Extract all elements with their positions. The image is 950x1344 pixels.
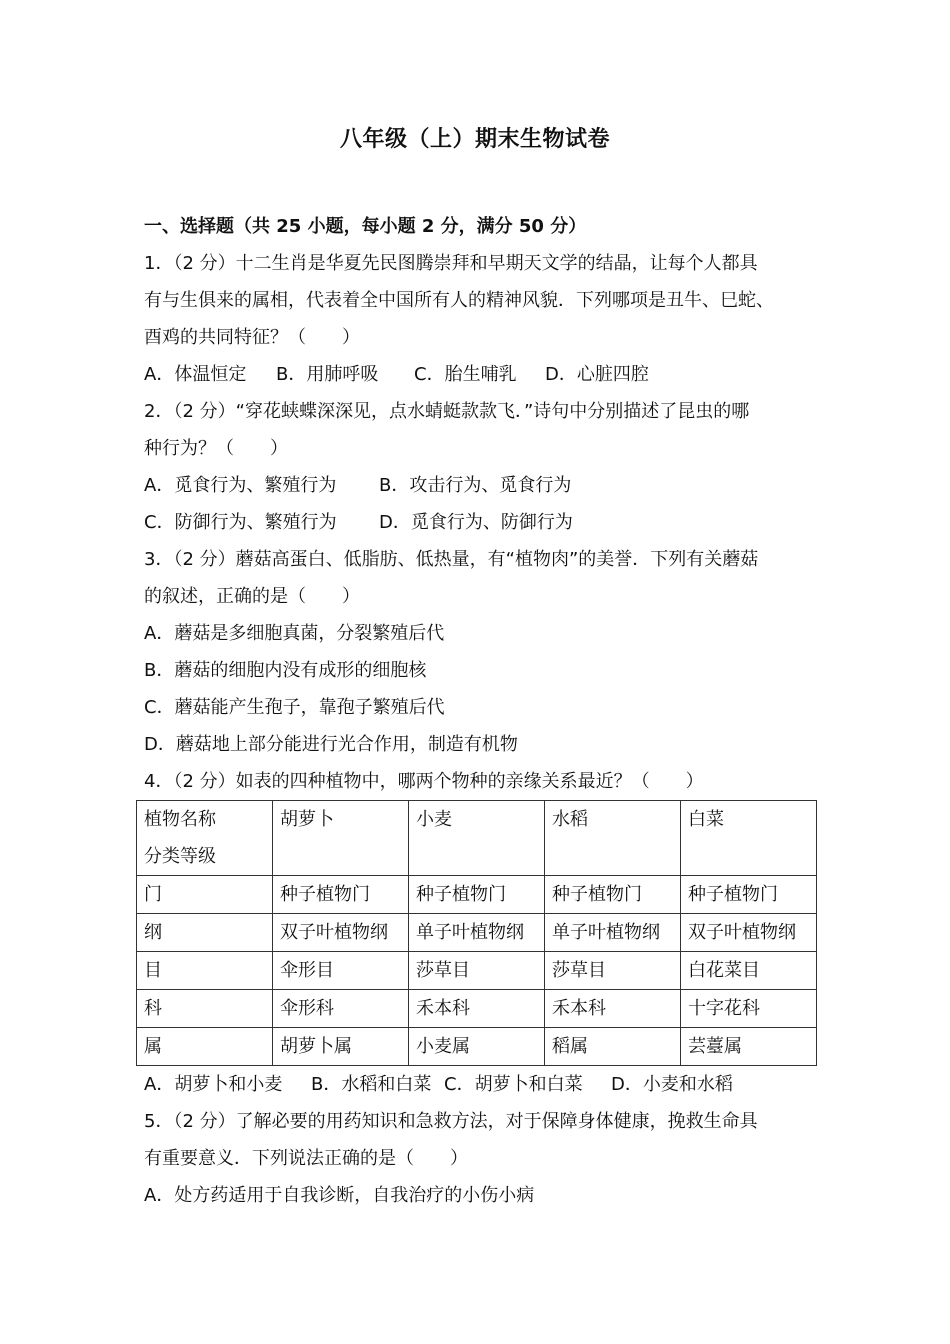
table-header-row bbox=[137, 801, 817, 876]
table-cell: 禾本科 bbox=[545, 990, 681, 1028]
question-text-line: 1．（2 分）十二生肖是华夏先民图腾崇拜和早期天文学的结晶，让每个人都具 bbox=[144, 253, 758, 274]
header-plant-name: 植物名称 bbox=[144, 809, 216, 830]
option-d: D．蘑菇地上部分能进行光合作用，制造有机物 bbox=[144, 734, 518, 755]
question-3 bbox=[144, 541, 824, 763]
table-cell: 伞形目 bbox=[273, 952, 409, 990]
question-text-line: 种行为？（ ） bbox=[144, 438, 288, 459]
table-cell: 禾本科 bbox=[409, 990, 545, 1028]
table-cell: 纲 bbox=[137, 914, 273, 952]
option-b: B．用肺呼吸 bbox=[276, 364, 379, 385]
question-5 bbox=[144, 1103, 824, 1214]
table-cell: 门 bbox=[137, 876, 273, 914]
question-text-line: 有重要意义．下列说法正确的是（ ） bbox=[144, 1148, 468, 1169]
table-cell: 莎草目 bbox=[409, 952, 545, 990]
exam-title: 八年级（上）期末生物试卷 bbox=[339, 127, 610, 152]
table-header-cell bbox=[137, 801, 273, 876]
table-header-cell: 胡萝卜 bbox=[273, 801, 409, 876]
question-text-line: 2．（2 分）“穿花蛱蝶深深见，点水蜻蜓款款飞．”诗句中分别描述了昆虫的哪 bbox=[144, 401, 750, 422]
option-c: C．胎生哺乳 bbox=[414, 364, 517, 385]
table-cell: 单子叶植物纲 bbox=[409, 914, 545, 952]
table-row bbox=[137, 914, 817, 952]
table-cell: 目 bbox=[137, 952, 273, 990]
option-row bbox=[144, 467, 824, 504]
table-row bbox=[137, 952, 817, 990]
table-cell: 种子植物门 bbox=[409, 876, 545, 914]
table-row bbox=[137, 1028, 817, 1066]
question-4 bbox=[144, 763, 824, 1103]
table-cell: 双子叶植物纲 bbox=[273, 914, 409, 952]
table-cell: 小麦属 bbox=[409, 1028, 545, 1066]
section-heading: 一、选择题（共 25 小题，每小题 2 分，满分 50 分） bbox=[144, 216, 587, 237]
option-a: A．胡萝卜和小麦 bbox=[144, 1074, 283, 1095]
table-cell: 芸薹属 bbox=[681, 1028, 817, 1066]
option-row bbox=[144, 504, 824, 541]
option-a: A．体温恒定 bbox=[144, 364, 247, 385]
question-text-line: 5．（2 分）了解必要的用药知识和急救方法，对于保障身体健康，挽救生命具 bbox=[144, 1111, 758, 1132]
table-cell: 种子植物门 bbox=[681, 876, 817, 914]
option-b: B．蘑菇的细胞内没有成形的细胞核 bbox=[144, 660, 427, 681]
question-text-line: 3．（2 分）蘑菇高蛋白、低脂肪、低热量，有“植物肉”的美誉．下列有关蘑菇 bbox=[144, 549, 759, 570]
table-cell: 莎草目 bbox=[545, 952, 681, 990]
option-row bbox=[144, 1066, 824, 1103]
table-header-cell: 小麦 bbox=[409, 801, 545, 876]
table-cell: 双子叶植物纲 bbox=[681, 914, 817, 952]
option-a: A．处方药适用于自我诊断，自我治疗的小伤小病 bbox=[144, 1185, 535, 1206]
option-a: A．觅食行为、繁殖行为 bbox=[144, 475, 337, 496]
option-a: A．蘑菇是多细胞真菌，分裂繁殖后代 bbox=[144, 623, 445, 644]
option-d: D．觅食行为、防御行为 bbox=[379, 512, 573, 533]
question-text-line: 4．（2 分）如表的四种植物中，哪两个物种的亲缘关系最近？（ ） bbox=[144, 771, 704, 792]
table-row bbox=[137, 876, 817, 914]
question-text-line: 的叙述，正确的是（ ） bbox=[144, 586, 360, 607]
table-cell: 科 bbox=[137, 990, 273, 1028]
table-cell: 种子植物门 bbox=[545, 876, 681, 914]
option-c: C．蘑菇能产生孢子，靠孢子繁殖后代 bbox=[144, 697, 445, 718]
header-rank: 分类等级 bbox=[144, 846, 216, 867]
question-text-line: 酉鸡的共同特征？（ ） bbox=[144, 327, 360, 348]
classification-table bbox=[136, 800, 817, 1066]
question-1 bbox=[144, 245, 824, 393]
option-b: B．攻击行为、觅食行为 bbox=[379, 475, 572, 496]
option-row bbox=[144, 356, 824, 393]
exam-content bbox=[144, 208, 824, 1214]
option-d: D．小麦和水稻 bbox=[611, 1074, 733, 1095]
question-2 bbox=[144, 393, 824, 541]
option-c: C．防御行为、繁殖行为 bbox=[144, 512, 337, 533]
table-cell: 胡萝卜属 bbox=[273, 1028, 409, 1066]
option-d: D．心脏四腔 bbox=[545, 364, 649, 385]
table-header-cell: 白菜 bbox=[681, 801, 817, 876]
table-cell: 单子叶植物纲 bbox=[545, 914, 681, 952]
table-cell: 属 bbox=[137, 1028, 273, 1066]
table-cell: 白花菜目 bbox=[681, 952, 817, 990]
table-row bbox=[137, 990, 817, 1028]
option-c: C．胡萝卜和白菜 bbox=[444, 1074, 583, 1095]
table-header-cell: 水稻 bbox=[545, 801, 681, 876]
option-b: B．水稻和白菜 bbox=[311, 1074, 432, 1095]
table-cell: 稻属 bbox=[545, 1028, 681, 1066]
table-cell: 伞形科 bbox=[273, 990, 409, 1028]
question-text-line: 有与生俱来的属相，代表着全中国所有人的精神风貌．下列哪项是丑牛、巳蛇、 bbox=[144, 290, 774, 311]
table-cell: 十字花科 bbox=[681, 990, 817, 1028]
table-cell: 种子植物门 bbox=[273, 876, 409, 914]
